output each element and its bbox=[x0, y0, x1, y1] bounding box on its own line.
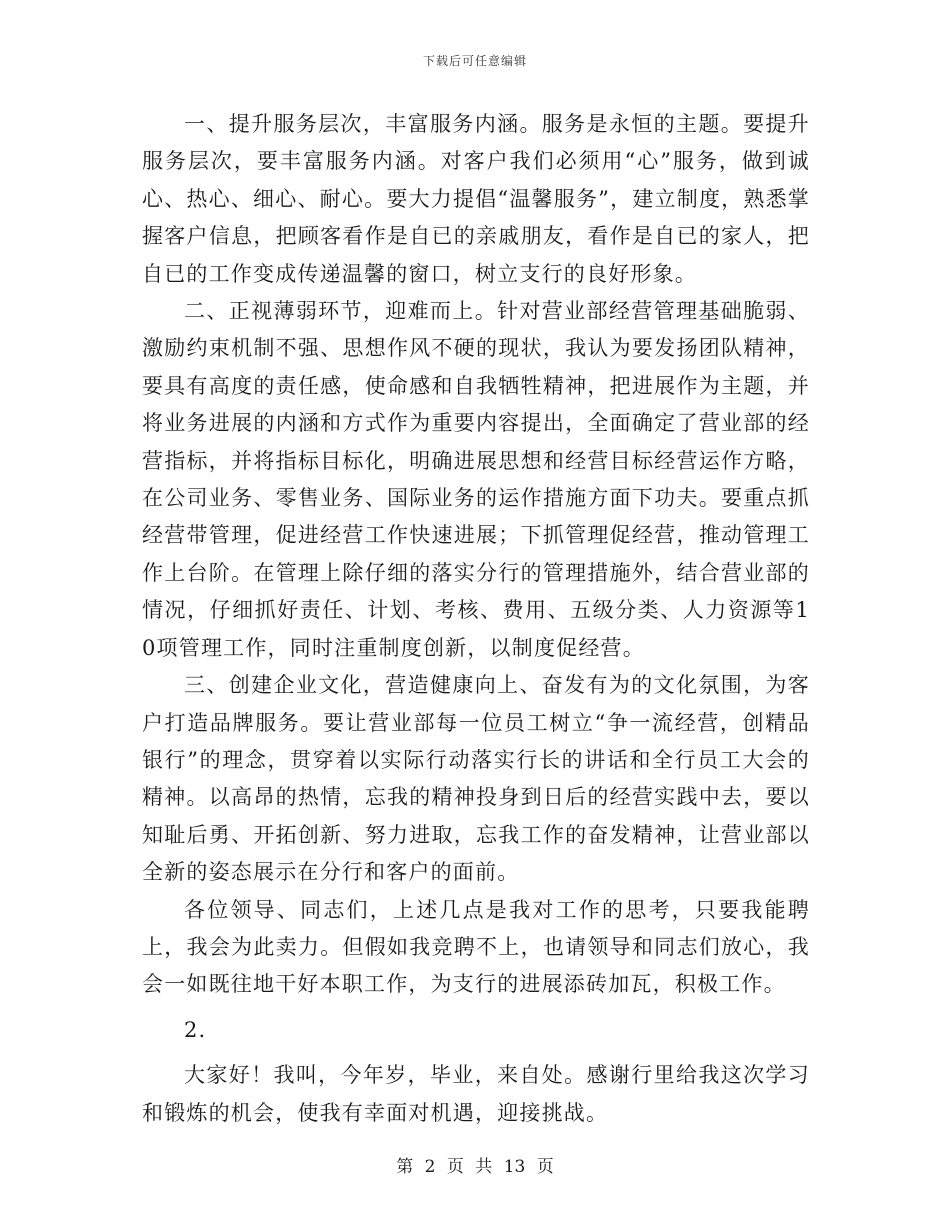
section-number: 2. bbox=[184, 1017, 207, 1042]
paragraph-2: 二、正视薄弱环节，迎难而上。针对营业部经营管理基础脆弱、激励约束机制不强、思想作风不硬的现状，我认为要发扬团队精神，要具有高度的责任感，使命感和自我牺牲精神，把进展作为主题，并将业务进展的内涵和方式作为重要内容提出，全面确定了营业部的经营指标，并将指标目标化，明确进展思想和经营目标经营运作方略，在公司业务、零售业务、国际业务的运作措施方面下功夫。要重点抓经营带管理，促进经营工作快速进展；下抓管理促经营，推动管理工作上台阶。在管理上除仔细的落实分行的管理措施外，结合营业部的情况，仔细抓好责任、计划、考核、费用、五级分类、人力资源等10项管理工作，同时注重制度创新，以制度促经营。 bbox=[142, 299, 810, 660]
paragraph-4: 各位领导、同志们，上述几点是我对工作的思考，只要我能聘上，我会为此卖力。但假如我竞聘不上，也请领导和同志们放心，我会一如既往地干好本职工作，为支行的进展添砖加瓦，积极工作。 bbox=[142, 897, 810, 997]
page-number: 第 2 页 共 13 页 bbox=[396, 1157, 554, 1177]
paragraph-5: 大家好！我叫，今年岁，毕业，来自处。感谢行里给我这次学习和锻炼的机会，使我有幸面对机遇，迎接挑战。 bbox=[142, 1063, 810, 1125]
document-body bbox=[142, 106, 810, 1132]
paragraph-1: 一、提升服务层次，丰富服务内涵。服务是永恒的主题。要提升服务层次，要丰富服务内涵。对客户我们必须用“心”服务，做到诚心、热心、细心、耐心。要大力提倡“温馨服务”，建立制度，熟悉掌握客户信息，把顾客看作是自已的亲戚朋友，看作是自已的家人，把自已的工作变成传递温馨的窗口，树立支行的良好形象。 bbox=[142, 112, 810, 286]
page-header-note: 下载后可任意编辑 bbox=[422, 54, 527, 68]
paragraph-3: 三、创建企业文化，营造健康向上、奋发有为的文化氛围，为客户打造品牌服务。要让营业部每一位员工树立“争一流经营，创精品银行”的理念，贯穿着以实际行动落实行长的讲话和全行员工大会的精神。以高昂的热情，忘我的精神投身到日后的经营实践中去，要以知耻后勇、开拓创新、努力进取，忘我工作的奋发精神，让营业部以全新的姿态展示在分行和客户的面前。 bbox=[142, 673, 810, 885]
